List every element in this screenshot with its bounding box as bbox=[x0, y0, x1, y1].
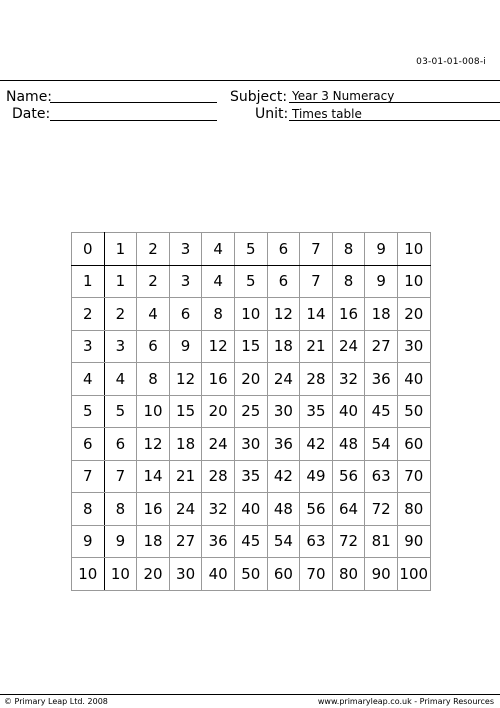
table-cell: 54 bbox=[365, 428, 398, 461]
table-cell: 80 bbox=[397, 493, 430, 526]
table-cell: 72 bbox=[365, 493, 398, 526]
table-row bbox=[72, 460, 431, 493]
table-cell: 27 bbox=[365, 330, 398, 363]
table-row bbox=[72, 233, 431, 266]
footer-website: www.primaryleap.co.uk - Primary Resources bbox=[317, 697, 494, 706]
header-cell: 1 bbox=[104, 233, 137, 266]
table-cell: 35 bbox=[234, 460, 267, 493]
times-table-grid bbox=[71, 232, 431, 591]
table-cell: 28 bbox=[202, 460, 235, 493]
table-cell: 36 bbox=[202, 525, 235, 558]
table-cell: 4 bbox=[202, 265, 235, 298]
table-cell: 2 bbox=[104, 298, 137, 331]
table-row bbox=[72, 330, 431, 363]
table-cell: 3 bbox=[169, 265, 202, 298]
table-cell: 2 bbox=[137, 265, 170, 298]
table-cell: 9 bbox=[365, 265, 398, 298]
footer-copyright: © Primary Leap Ltd. 2008 bbox=[4, 697, 108, 706]
table-cell: 40 bbox=[234, 493, 267, 526]
table-row bbox=[72, 265, 431, 298]
header-cell: 7 bbox=[72, 460, 105, 493]
table-cell: 1 bbox=[104, 265, 137, 298]
table-cell: 100 bbox=[397, 558, 430, 591]
table-cell: 24 bbox=[202, 428, 235, 461]
header-cell: 0 bbox=[72, 233, 105, 266]
table-cell: 12 bbox=[202, 330, 235, 363]
table-cell: 10 bbox=[234, 298, 267, 331]
subject-label: Subject: bbox=[230, 89, 288, 105]
table-cell: 16 bbox=[202, 363, 235, 396]
table-cell: 8 bbox=[137, 363, 170, 396]
table-cell: 6 bbox=[104, 428, 137, 461]
table-cell: 10 bbox=[137, 395, 170, 428]
table-cell: 24 bbox=[267, 363, 300, 396]
table-cell: 16 bbox=[137, 493, 170, 526]
table-cell: 3 bbox=[104, 330, 137, 363]
table-cell: 60 bbox=[267, 558, 300, 591]
table-cell: 6 bbox=[169, 298, 202, 331]
table-cell: 21 bbox=[300, 330, 333, 363]
table-cell: 9 bbox=[169, 330, 202, 363]
header-cell: 10 bbox=[397, 233, 430, 266]
table-cell: 7 bbox=[300, 265, 333, 298]
table-cell: 70 bbox=[397, 460, 430, 493]
table-cell: 20 bbox=[397, 298, 430, 331]
table-cell: 24 bbox=[332, 330, 365, 363]
table-cell: 30 bbox=[169, 558, 202, 591]
table-cell: 12 bbox=[137, 428, 170, 461]
header-cell: 1 bbox=[72, 265, 105, 298]
table-cell: 14 bbox=[137, 460, 170, 493]
header-cell: 6 bbox=[72, 428, 105, 461]
table-cell: 56 bbox=[332, 460, 365, 493]
table-cell: 60 bbox=[397, 428, 430, 461]
table-cell: 20 bbox=[137, 558, 170, 591]
header-cell: 4 bbox=[72, 363, 105, 396]
table-cell: 4 bbox=[137, 298, 170, 331]
table-cell: 32 bbox=[332, 363, 365, 396]
header-cell: 2 bbox=[137, 233, 170, 266]
header-cell: 5 bbox=[72, 395, 105, 428]
table-cell: 24 bbox=[169, 493, 202, 526]
table-row bbox=[72, 493, 431, 526]
table-cell: 32 bbox=[202, 493, 235, 526]
subject-value: Year 3 Numeracy bbox=[292, 89, 395, 103]
table-cell: 72 bbox=[332, 525, 365, 558]
table-cell: 90 bbox=[397, 525, 430, 558]
table-cell: 8 bbox=[202, 298, 235, 331]
header-cell: 9 bbox=[72, 525, 105, 558]
footer-rule bbox=[0, 694, 500, 695]
table-cell: 18 bbox=[365, 298, 398, 331]
table-cell: 15 bbox=[169, 395, 202, 428]
table-cell: 16 bbox=[332, 298, 365, 331]
table-cell: 10 bbox=[104, 558, 137, 591]
table-cell: 63 bbox=[300, 525, 333, 558]
table-cell: 12 bbox=[169, 363, 202, 396]
table-cell: 5 bbox=[234, 265, 267, 298]
table-cell: 20 bbox=[234, 363, 267, 396]
table-row bbox=[72, 363, 431, 396]
table-cell: 20 bbox=[202, 395, 235, 428]
header-cell: 2 bbox=[72, 298, 105, 331]
table-cell: 48 bbox=[267, 493, 300, 526]
table-cell: 25 bbox=[234, 395, 267, 428]
table-cell: 10 bbox=[397, 265, 430, 298]
table-cell: 48 bbox=[332, 428, 365, 461]
name-field[interactable] bbox=[50, 102, 217, 103]
table-cell: 36 bbox=[365, 363, 398, 396]
table-cell: 63 bbox=[365, 460, 398, 493]
header-cell: 8 bbox=[332, 233, 365, 266]
table-cell: 30 bbox=[234, 428, 267, 461]
name-label: Name: bbox=[6, 89, 53, 105]
table-cell: 8 bbox=[104, 493, 137, 526]
table-cell: 90 bbox=[365, 558, 398, 591]
table-cell: 6 bbox=[267, 265, 300, 298]
table-cell: 6 bbox=[137, 330, 170, 363]
header-cell: 3 bbox=[72, 330, 105, 363]
table-cell: 50 bbox=[397, 395, 430, 428]
header-cell: 8 bbox=[72, 493, 105, 526]
header-cell: 9 bbox=[365, 233, 398, 266]
table-cell: 45 bbox=[365, 395, 398, 428]
table-cell: 18 bbox=[169, 428, 202, 461]
table-cell: 70 bbox=[300, 558, 333, 591]
table-cell: 40 bbox=[397, 363, 430, 396]
table-cell: 30 bbox=[267, 395, 300, 428]
table-row bbox=[72, 558, 431, 591]
table-cell: 35 bbox=[300, 395, 333, 428]
header-rule bbox=[0, 80, 500, 81]
table-cell: 42 bbox=[267, 460, 300, 493]
header-cell: 10 bbox=[72, 558, 105, 591]
table-cell: 18 bbox=[137, 525, 170, 558]
table-cell: 12 bbox=[267, 298, 300, 331]
table-cell: 40 bbox=[202, 558, 235, 591]
unit-value: Times table bbox=[292, 107, 362, 121]
table-cell: 28 bbox=[300, 363, 333, 396]
date-field[interactable] bbox=[50, 120, 217, 121]
header-cell: 6 bbox=[267, 233, 300, 266]
table-cell: 9 bbox=[104, 525, 137, 558]
table-cell: 54 bbox=[267, 525, 300, 558]
table-cell: 81 bbox=[365, 525, 398, 558]
table-cell: 64 bbox=[332, 493, 365, 526]
table-cell: 18 bbox=[267, 330, 300, 363]
table-cell: 7 bbox=[104, 460, 137, 493]
table-cell: 45 bbox=[234, 525, 267, 558]
table-cell: 49 bbox=[300, 460, 333, 493]
table-cell: 42 bbox=[300, 428, 333, 461]
header-cell: 4 bbox=[202, 233, 235, 266]
worksheet-code: 03-01-01-008-i bbox=[416, 57, 486, 67]
table-cell: 40 bbox=[332, 395, 365, 428]
table-cell: 8 bbox=[332, 265, 365, 298]
table-row bbox=[72, 525, 431, 558]
table-cell: 21 bbox=[169, 460, 202, 493]
table-cell: 50 bbox=[234, 558, 267, 591]
table-cell: 30 bbox=[397, 330, 430, 363]
table-cell: 80 bbox=[332, 558, 365, 591]
table-row bbox=[72, 395, 431, 428]
date-label: Date: bbox=[12, 106, 51, 122]
header-cell: 5 bbox=[234, 233, 267, 266]
table-cell: 56 bbox=[300, 493, 333, 526]
header-cell: 3 bbox=[169, 233, 202, 266]
header-cell: 7 bbox=[300, 233, 333, 266]
table-cell: 36 bbox=[267, 428, 300, 461]
table-cell: 5 bbox=[104, 395, 137, 428]
table-cell: 4 bbox=[104, 363, 137, 396]
table-cell: 14 bbox=[300, 298, 333, 331]
table-cell: 15 bbox=[234, 330, 267, 363]
table-row bbox=[72, 428, 431, 461]
table-cell: 27 bbox=[169, 525, 202, 558]
unit-label: Unit: bbox=[255, 106, 289, 122]
table-row bbox=[72, 298, 431, 331]
